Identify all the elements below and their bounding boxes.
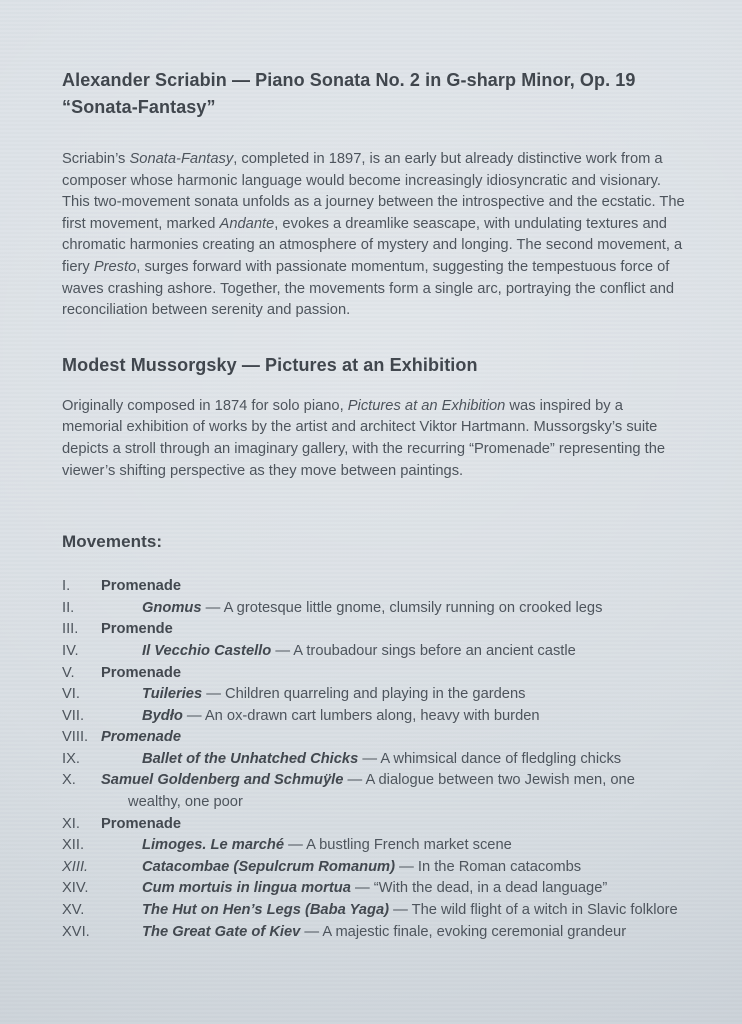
movement-numeral: VIII. [62, 729, 89, 746]
movement-numeral: I. [62, 578, 71, 595]
movement-text: Samuel Goldenberg and Schmuÿle — A dialogue between two Jewish men, one wealthy, one poor [101, 772, 635, 811]
mussorgsky-paragraph: Originally composed in 1874 for solo piano, Pictures at an Exhibition was inspired by a memorial exhibition of works by the artist and architect Viktor Hartmann. Mussorgsky’s suite depicts a stroll through an imaginary gallery, with the recurring “Promenade” representing the viewer’s shifting perspective as they move between paintings. [62, 397, 666, 479]
movement-numeral: X. [62, 772, 76, 789]
movement-numeral: XIV. [62, 880, 89, 897]
mussorgsky-heading: Modest Mussorgsky — Pictures at an Exhibition [62, 354, 478, 375]
movement-item [62, 663, 686, 685]
movement-item [62, 770, 686, 813]
movement-text: Promenade [101, 815, 181, 832]
movement-text: Limoges. Le marché — A bustling French market scene [142, 837, 512, 854]
movement-text: Catacombae (Sepulcrum Romanum) — In the Roman catacombs [142, 858, 582, 875]
movement-item [62, 878, 686, 900]
movement-item [62, 619, 686, 641]
movement-numeral: II. [62, 599, 75, 616]
movement-numeral: XV. [62, 902, 85, 919]
movement-numeral: XII. [62, 837, 85, 854]
movement-text: Gnomus — A grotesque little gnome, clumsily running on crooked legs [142, 599, 603, 616]
movement-numeral: XI. [62, 815, 80, 832]
movement-item [62, 922, 686, 944]
movement-text: Bydło — An ox-drawn cart lumbers along, heavy with burden [142, 707, 540, 724]
movements-heading: Movements: [62, 532, 163, 552]
movement-text: Il Vecchio Castello — A troubadour sings before an ancient castle [142, 642, 576, 659]
movement-item [62, 598, 686, 620]
movement-item [62, 835, 686, 857]
movement-item [62, 749, 686, 771]
movement-text: The Great Gate of Kiev — A majestic finale, evoking ceremonial grandeur [142, 923, 627, 940]
scriabin-heading-line1: Alexander Scriabin — Piano Sonata No. 2 in G-sharp Minor, Op. 19 [62, 70, 636, 90]
scriabin-paragraph: Scriabin’s Sonata-Fantasy, completed in 1897, is an early but already distinctive work from a composer whose harmonic language would become increasingly idiosyncratic and visionary. This two-movement sonata unfolds as a journey between the introspective and the ecstatic. The first movement, marked Andante, evokes a dreamlike seascape, with undulating textures and chromatic harmonies creating an atmosphere of mystery and longing. The second movement, a fiery Presto, surges forward with passionate momentum, suggesting the tempestuous force of waves crashing ashore. Together, the movements form a single arc, portraying the conflict and reconciliation between serenity and passion. [62, 151, 685, 319]
movement-item [62, 706, 686, 728]
movement-numeral: IV. [62, 642, 79, 659]
movement-item [62, 727, 686, 749]
movement-text: Cum mortuis in lingua mortua — “With the dead, in a dead language” [142, 880, 608, 897]
movement-numeral: III. [62, 621, 79, 638]
movements-list [62, 576, 686, 943]
movement-text: Tuileries — Children quarreling and playing in the gardens [142, 686, 526, 703]
movement-text: Ballet of the Unhatched Chicks — A whimsical dance of fledgling chicks [142, 750, 622, 767]
movement-numeral: VII. [62, 707, 85, 724]
movement-numeral: IX. [62, 750, 80, 767]
movement-text: Promenade [101, 664, 181, 681]
movement-item [62, 576, 686, 598]
movement-item [62, 814, 686, 836]
movement-text: The Hut on Hen’s Legs (Baba Yaga) — The wild flight of a witch in Slavic folklore [142, 902, 678, 919]
movement-numeral: V. [62, 664, 75, 681]
movement-numeral: VI. [62, 686, 80, 703]
movement-item [62, 900, 686, 922]
scriabin-heading [62, 67, 686, 120]
scriabin-heading-line2: “Sonata-Fantasy” [62, 96, 216, 117]
movement-item [62, 857, 686, 879]
movement-text: Promenade [101, 729, 181, 746]
movement-item [62, 641, 686, 663]
movement-text: Promende [101, 621, 173, 638]
movement-numeral: XIII. [62, 858, 89, 875]
movement-numeral: XVI. [62, 923, 90, 940]
movement-item [62, 684, 686, 706]
movement-text: Promenade [101, 578, 181, 595]
